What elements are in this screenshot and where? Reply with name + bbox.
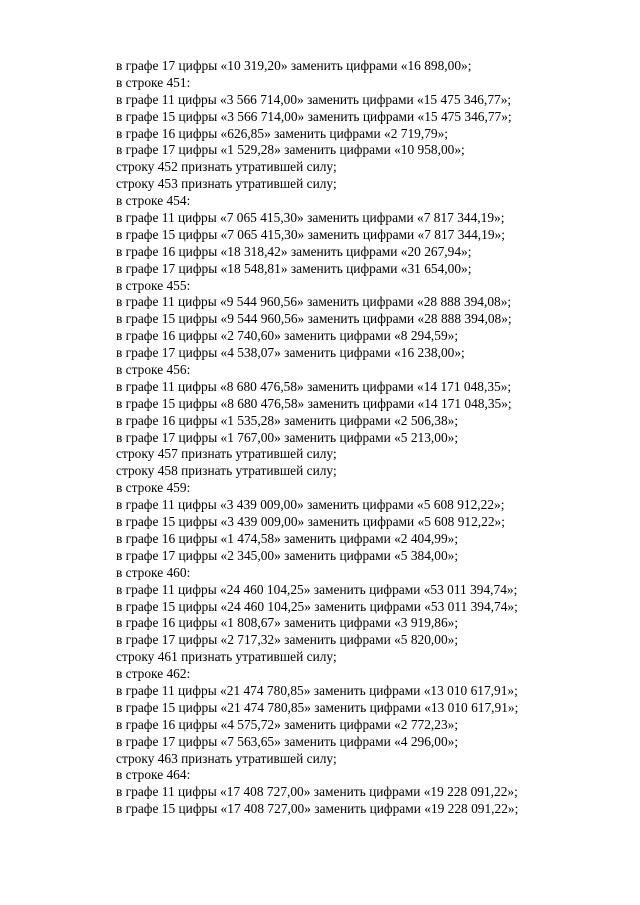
document-line: в графе 15 цифры «21 474 780,85» заменить цифрами «13 010 617,91»; [116,699,519,715]
document-line: в графе 17 цифры «2 717,32» заменить цифрами «5 820,00»; [116,632,459,648]
document-line: в графе 15 цифры «24 460 104,25» заменить цифрами «53 011 394,74»; [116,598,518,614]
document-line: строку 452 признать утратившей силу; [116,159,337,175]
document-line: в графе 16 цифры «626,85» заменить цифрами «2 719,79»; [116,125,449,141]
document-line: в графе 11 цифры «8 680 476,58» заменить цифрами «14 171 048,35»; [116,378,512,394]
document-line: в графе 11 цифры «9 544 960,56» заменить цифрами «28 888 394,08»; [116,294,512,310]
document-line: в строке 459: [116,480,191,496]
document-body [116,58,616,818]
document-line: в строке 454: [116,193,191,209]
document-line: в графе 11 цифры «17 408 727,00» заменить цифрами «19 228 091,22»; [116,784,518,800]
document-line: в графе 15 цифры «17 408 727,00» заменить цифрами «19 228 091,22»; [116,801,519,817]
document-line: в графе 16 цифры «1 474,58» заменить цифрами «2 404,99»; [116,530,459,546]
document-line: строку 457 признать утратившей силу; [116,446,337,462]
document-line: в графе 17 цифры «2 345,00» заменить цифрами «5 384,00»; [116,547,459,563]
document-line: в графе 15 цифры «7 065 415,30» заменить цифрами «7 817 344,19»; [116,226,505,242]
document-line: в строке 451: [116,74,191,90]
document-line: в строке 464: [116,767,191,783]
document-line: в графе 16 цифры «2 740,60» заменить цифрами «8 294,59»; [116,328,459,344]
document-line: в графе 15 цифры «3 566 714,00» заменить цифрами «15 475 346,77»; [116,108,512,124]
document-line: строку 458 признать утратившей силу; [116,463,337,479]
document-line: в графе 17 цифры «1 767,00» заменить цифрами «5 213,00»; [116,429,459,445]
document-line: строку 463 признать утратившей силу; [116,750,337,766]
document-line: в графе 11 цифры «7 065 415,30» заменить цифрами «7 817 344,19»; [116,210,505,226]
document-line: в графе 17 цифры «4 538,07» заменить цифрами «16 238,00»; [116,345,465,361]
document-line: в строке 455: [116,277,191,293]
document-line: строку 461 признать утратившей силу; [116,649,337,665]
document-line: в графе 17 цифры «1 529,28» заменить цифрами «10 958,00»; [116,142,465,158]
document-line: в графе 16 цифры «1 535,28» заменить цифрами «2 506,38»; [116,412,459,428]
document-line: в графе 16 цифры «18 318,42» заменить цифрами «20 267,94»; [116,243,472,259]
document-line: в графе 15 цифры «9 544 960,56» заменить цифрами «28 888 394,08»; [116,311,512,327]
document-line: в строке 462: [116,666,191,682]
document-line: в графе 15 цифры «3 439 009,00» заменить цифрами «5 608 912,22»; [116,514,505,530]
document-line: в графе 17 цифры «10 319,20» заменить цифрами «16 898,00»; [116,58,472,73]
document-line: в графе 16 цифры «1 808,67» заменить цифрами «3 919,86»; [116,615,459,631]
document-line: в графе 17 цифры «18 548,81» заменить цифрами «31 654,00»; [116,260,472,276]
document-line: в графе 11 цифры «21 474 780,85» заменить цифрами «13 010 617,91»; [116,682,518,698]
document-line: строку 453 признать утратившей силу; [116,176,337,192]
document-line: в строке 456: [116,362,191,378]
document-line: в графе 17 цифры «7 563,65» заменить цифрами «4 296,00»; [116,733,459,749]
document-line: в графе 11 цифры «24 460 104,25» заменить цифрами «53 011 394,74»; [116,581,518,597]
document-line: в графе 11 цифры «3 439 009,00» заменить цифрами «5 608 912,22»; [116,497,505,513]
document-line: в строке 460: [116,564,191,580]
document-line: в графе 11 цифры «3 566 714,00» заменить цифрами «15 475 346,77»; [116,91,512,107]
document-line: в графе 16 цифры «4 575,72» заменить цифрами «2 772,23»; [116,716,459,732]
document-line: в графе 15 цифры «8 680 476,58» заменить цифрами «14 171 048,35»; [116,395,512,411]
